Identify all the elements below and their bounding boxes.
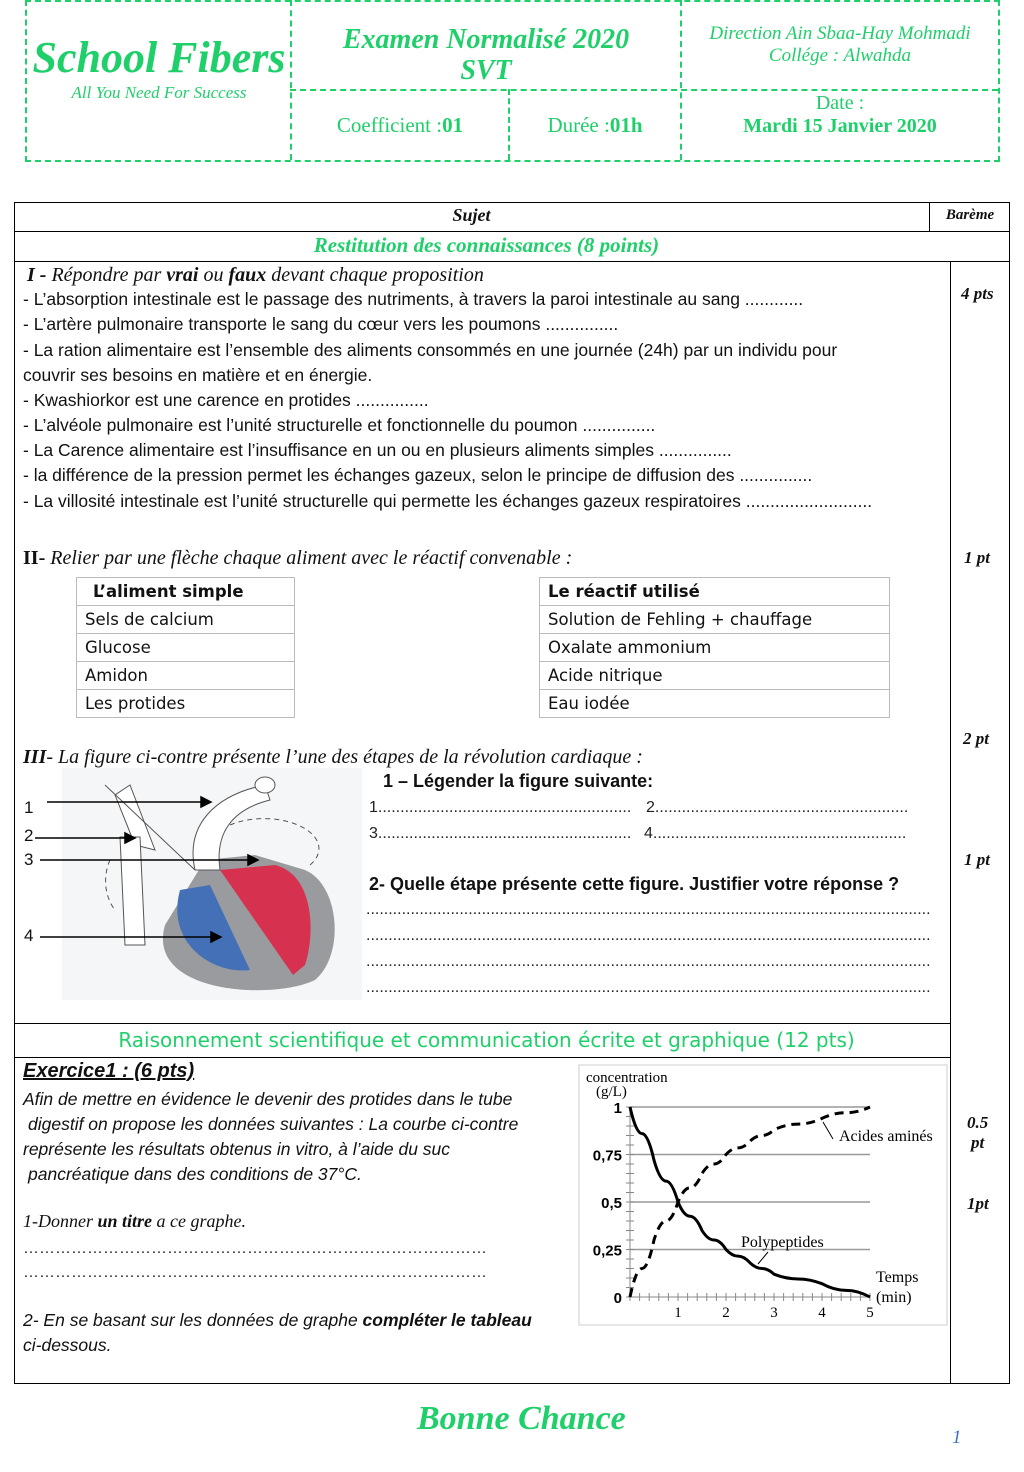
reactif-item: Oxalate ammonium xyxy=(540,634,890,662)
school-info xyxy=(682,20,998,70)
college: Collége : Alwahda xyxy=(768,45,912,66)
reactif-item: Solution de Fehling + chauffage xyxy=(540,606,890,634)
bareme: 1 pt xyxy=(964,548,990,567)
coef-label: Coefficient : xyxy=(336,112,443,137)
text: 1-Donner xyxy=(23,1211,98,1231)
logo-text: School Fibers xyxy=(32,32,286,82)
question-2 xyxy=(23,1310,532,1331)
duree-value: 01h xyxy=(609,112,643,137)
exam-title: Examen Normalisé 2020 xyxy=(342,24,630,55)
answer-line[interactable]: ............................................................................................................................... xyxy=(366,901,931,918)
sujet-header: Sujet xyxy=(452,205,491,225)
reactif-table xyxy=(539,577,890,718)
text: - La figure ci-contre présente l’une des étapes de la révolution cardiaque : xyxy=(46,746,643,768)
answer-blank[interactable]: 1......................................................... xyxy=(369,799,632,816)
text: Répondre par xyxy=(46,264,167,286)
answer-blank[interactable]: 2......................................................... xyxy=(646,799,909,816)
section-title-restitution: Restitution des connaissances (8 points) xyxy=(313,233,660,257)
y-tick-label: 1 xyxy=(613,1100,622,1117)
proposition: - L’absorption intestinale est le passage des nutriments, à travers la paroi intestinale au sang ............ xyxy=(23,289,804,309)
answer-line[interactable]: ............................................................................................................................... xyxy=(366,927,931,944)
figure-label: 2 xyxy=(24,826,34,845)
intro-line: représente les résultats obtenus in vitro, à l’aide du suc xyxy=(23,1139,451,1159)
aliment-table xyxy=(76,577,295,718)
aliment-header: L’aliment simple xyxy=(77,578,295,606)
text: 2- En se basant sur les données de graphe xyxy=(23,1310,363,1330)
figure-label: 3 xyxy=(24,850,34,869)
x-tick-label: 1 xyxy=(674,1305,682,1321)
series-label-acides: Acides aminés xyxy=(839,1128,933,1145)
aliment-item: Amidon xyxy=(77,662,295,690)
date-label: Date : xyxy=(815,92,865,114)
bareme: 2 pt xyxy=(963,729,989,748)
text: compléter le tableau xyxy=(362,1310,532,1330)
proposition: - L’alvéole pulmonaire est l’unité structurelle et fonctionnelle du poumon ............... xyxy=(23,415,656,435)
section-title-raisonnement: Raisonnement scientifique et communication écrite et graphique (12 pts) xyxy=(118,1028,855,1052)
y-tick-label: 0,5 xyxy=(601,1195,622,1212)
text: Relier par une flèche chaque aliment avec le réactif convenable : xyxy=(45,547,573,569)
y-tick-label: 0,75 xyxy=(592,1147,622,1165)
x-tick-label: 3 xyxy=(770,1305,778,1321)
figure-label: 1 xyxy=(24,798,34,817)
answer-line[interactable]: …………………………………………………………………………… xyxy=(23,1240,487,1257)
proposition: - L’artère pulmonaire transporte le sang du cœur vers les poumons ............... xyxy=(23,314,619,334)
q2-number: II- xyxy=(23,547,46,569)
divider xyxy=(14,1023,950,1024)
aliment-item: Sels de calcium xyxy=(77,606,295,634)
exam-title-block xyxy=(292,22,680,88)
bareme: pt xyxy=(971,1133,985,1152)
proposition: - la différence de la pression permet les échanges gazeux, selon le principe de diffusion des ............... xyxy=(23,465,813,485)
question-2-cont: ci-dessous. xyxy=(23,1335,112,1355)
answer-line[interactable]: ............................................................................................................................... xyxy=(366,979,931,996)
reactif-header: Le réactif utilisé xyxy=(540,578,890,606)
exercise-title: Exercice1 : (6 pts) xyxy=(23,1060,195,1082)
q2-instruction xyxy=(23,547,572,570)
bareme: 0.5 xyxy=(967,1113,989,1132)
bareme-header: Barème xyxy=(945,207,995,223)
subject: SVT xyxy=(460,55,512,86)
concentration-chart xyxy=(578,1064,948,1326)
proposition: - La villosité intestinale est l’unité structurelle qui permette les échanges gazeux respiratoires .......................... xyxy=(23,491,873,511)
logo xyxy=(27,20,291,115)
x-tick-label: 5 xyxy=(866,1305,874,1321)
bareme: 1 pt xyxy=(964,850,990,869)
reactif-item: Acide nitrique xyxy=(540,662,890,690)
proposition: - La ration alimentaire est l’ensemble des aliments consommés en une journée (24h) par un individu pour xyxy=(23,340,838,360)
intro-line: Afin de mettre en évidence le devenir des protides dans le tube xyxy=(23,1089,513,1109)
intro-line: digestif on propose les données suivantes : La courbe ci-contre xyxy=(28,1114,519,1134)
text: a ce graphe. xyxy=(152,1211,247,1231)
y-axis-unit: (g/L) xyxy=(596,1084,627,1100)
bareme: 4 pts xyxy=(961,284,994,303)
divider xyxy=(950,261,951,1383)
q1-number: I - xyxy=(27,264,47,286)
reactif-item: Eau iodée xyxy=(540,690,890,718)
proposition: couvrir ses besoins en matière et en énergie. xyxy=(23,365,373,385)
bonne-chance: Bonne Chance xyxy=(417,1400,626,1437)
q1-instruction xyxy=(27,264,484,287)
text: faux xyxy=(228,264,267,286)
q3-sub1: 1 – Légender la figure suivante: xyxy=(383,771,654,791)
divider xyxy=(14,231,1010,232)
answer-line[interactable]: ............................................................................................................................... xyxy=(366,953,931,970)
aliment-item: Glucose xyxy=(77,634,295,662)
x-tick-label: 4 xyxy=(818,1305,826,1321)
y-tick-label: 0 xyxy=(613,1290,622,1307)
page-number: 1 xyxy=(952,1427,962,1448)
question-1 xyxy=(23,1211,246,1232)
q3-sub2: 2- Quelle étape présente cette figure. Justifier votre réponse ? xyxy=(369,874,900,894)
heart-figure xyxy=(15,765,365,1003)
proposition: - Kwashiorkor est une carence en protides ............... xyxy=(23,390,429,410)
text: devant chaque proposition xyxy=(266,264,484,286)
y-axis-label: concentration xyxy=(586,1070,668,1086)
proposition: - La Carence alimentaire est l’insuffisance en un ou en plusieurs aliments simples ............... xyxy=(23,440,732,460)
series-label-polypeptides: Polypeptides xyxy=(741,1234,824,1251)
answer-blank[interactable]: 3......................................................... xyxy=(369,825,632,842)
tagline: All You Need For Success xyxy=(71,82,247,102)
direction: Direction Ain Sbaa-Hay Mohmadi xyxy=(709,23,971,44)
text: ou xyxy=(198,264,229,286)
coefficient xyxy=(292,91,508,159)
text: vrai xyxy=(166,264,199,286)
x-axis-label: Temps xyxy=(876,1269,919,1286)
bareme: 1pt xyxy=(967,1194,989,1213)
y-tick-label: 0,25 xyxy=(592,1242,622,1260)
date xyxy=(682,91,998,139)
answer-line[interactable]: …………………………………………………………………………… xyxy=(23,1264,487,1281)
aliment-item: Les protides xyxy=(77,690,295,718)
q3-number: III xyxy=(23,746,47,768)
duree-label: Durée : xyxy=(547,112,610,137)
x-axis-unit: (min) xyxy=(876,1289,912,1306)
intro-line: pancréatique dans des conditions de 37°C. xyxy=(28,1164,362,1184)
answer-blank[interactable]: 4......................................................... xyxy=(644,825,907,842)
x-tick-label: 2 xyxy=(722,1305,730,1321)
divider xyxy=(14,261,1010,262)
duree xyxy=(510,91,680,159)
divider xyxy=(14,1057,950,1058)
text: un titre xyxy=(97,1211,153,1231)
coef-value: 01 xyxy=(442,112,464,137)
figure-label: 4 xyxy=(24,926,34,945)
date-value: Mardi 15 Janvier 2020 xyxy=(743,115,937,137)
